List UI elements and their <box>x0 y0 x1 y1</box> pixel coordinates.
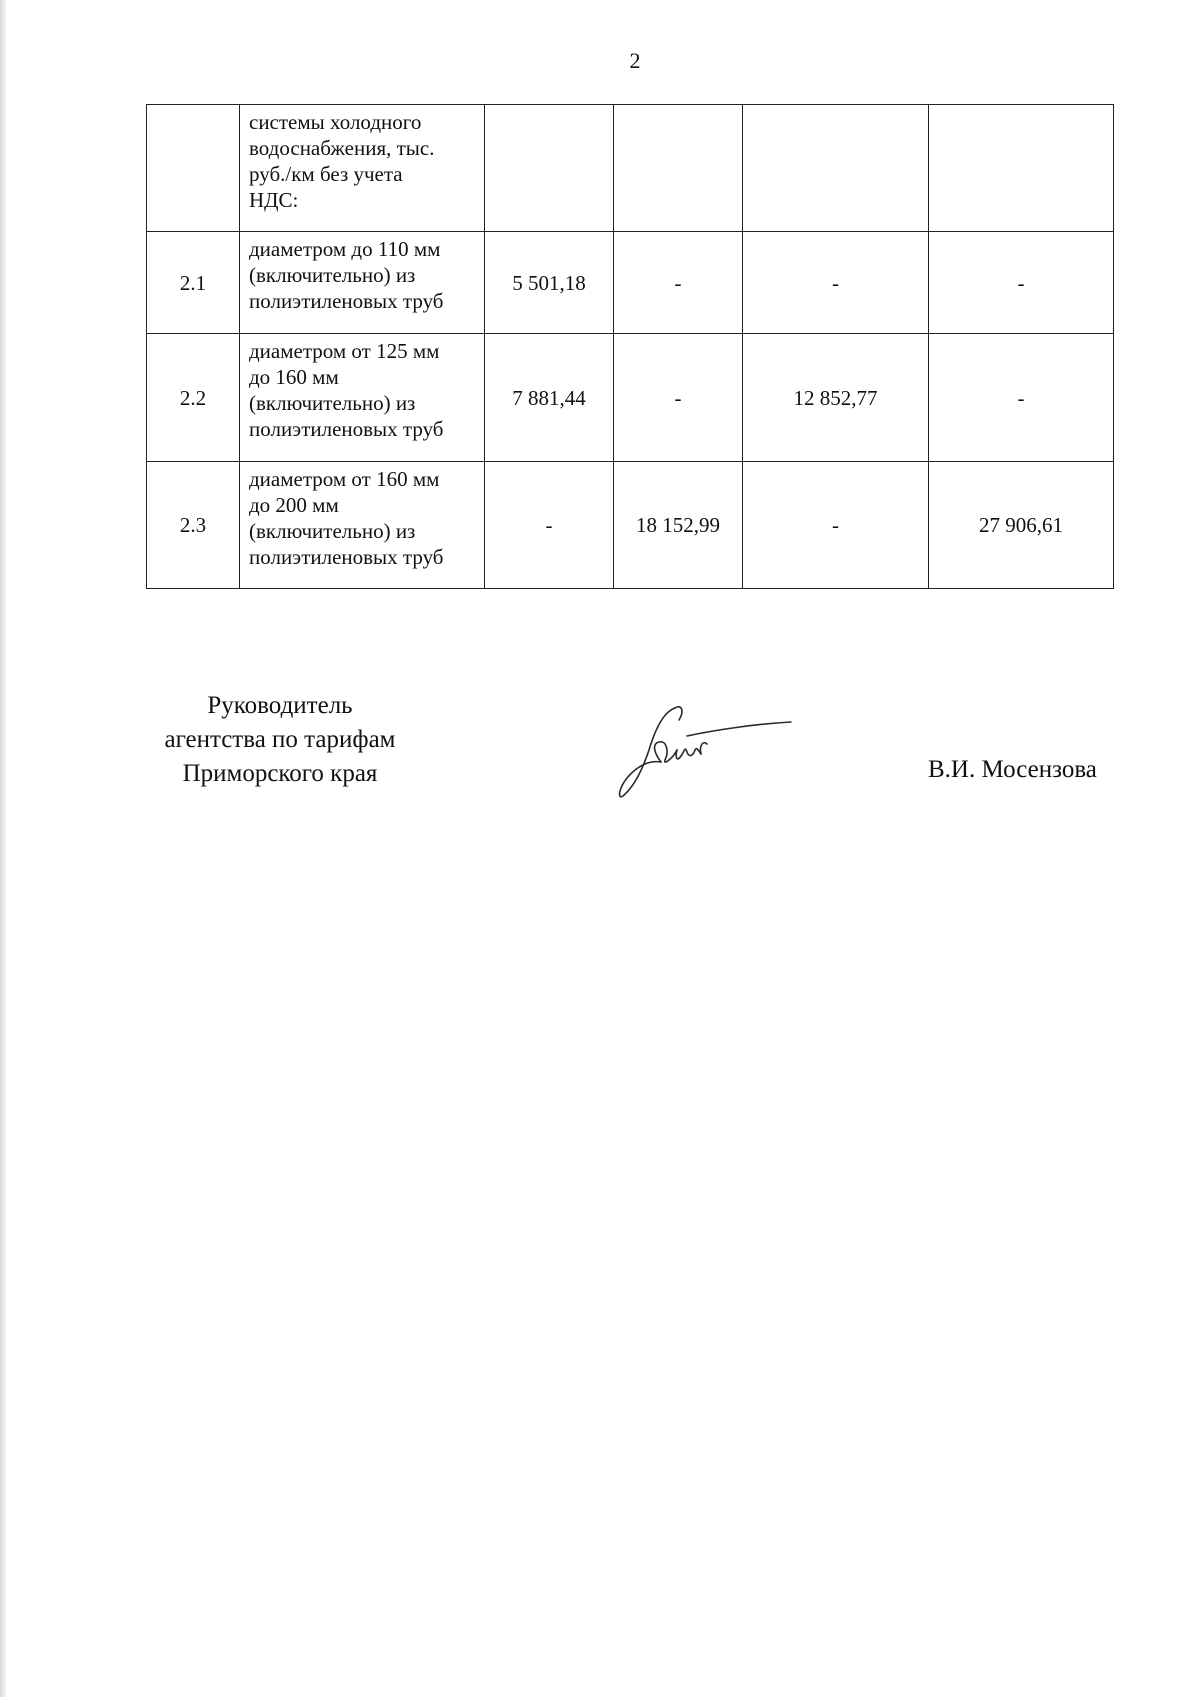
value-cell <box>929 105 1114 232</box>
value-cell: - <box>743 462 929 589</box>
table-row-2-1 <box>147 232 1114 334</box>
value-cell: - <box>485 462 614 589</box>
table-row-2-3 <box>147 462 1114 589</box>
row-number <box>147 105 240 232</box>
handwritten-signature <box>615 700 795 805</box>
row-description: диаметром от 125 мм до 160 мм (включительно) из полиэтиленовых труб <box>240 334 485 462</box>
row-number: 2.3 <box>147 462 240 589</box>
value-cell: - <box>743 232 929 334</box>
tariff-table <box>146 104 1114 589</box>
signatory-title-line: агентства по тарифам <box>164 726 396 753</box>
value-cell: 7 881,44 <box>485 334 614 462</box>
value-cell <box>614 105 743 232</box>
row-description: диаметром до 110 мм (включительно) из полиэтиленовых труб <box>240 232 485 334</box>
page-number: 2 <box>629 48 641 73</box>
value-cell: - <box>929 334 1114 462</box>
signatory-name: В.И. Мосензова <box>928 756 1097 783</box>
table-row-2-2 <box>147 334 1114 462</box>
value-cell: - <box>614 232 743 334</box>
page-edge-shadow <box>0 0 6 1697</box>
value-cell <box>485 105 614 232</box>
value-cell <box>743 105 929 232</box>
row-description: диаметром от 160 мм до 200 мм (включительно) из полиэтиленовых труб <box>240 462 485 589</box>
value-cell: 5 501,18 <box>485 232 614 334</box>
table-row-header-continuation <box>147 105 1114 232</box>
row-description: системы холодного водоснабжения, тыс. руб./км без учета НДС: <box>240 105 485 232</box>
signatory-title-line: Приморского края <box>182 760 378 787</box>
signatory-title-line: Руководитель <box>207 692 353 719</box>
signatory-title <box>130 689 430 791</box>
value-cell: - <box>614 334 743 462</box>
value-cell: 27 906,61 <box>929 462 1114 589</box>
row-number: 2.1 <box>147 232 240 334</box>
value-cell: 12 852,77 <box>743 334 929 462</box>
row-number: 2.2 <box>147 334 240 462</box>
value-cell: - <box>929 232 1114 334</box>
value-cell: 18 152,99 <box>614 462 743 589</box>
